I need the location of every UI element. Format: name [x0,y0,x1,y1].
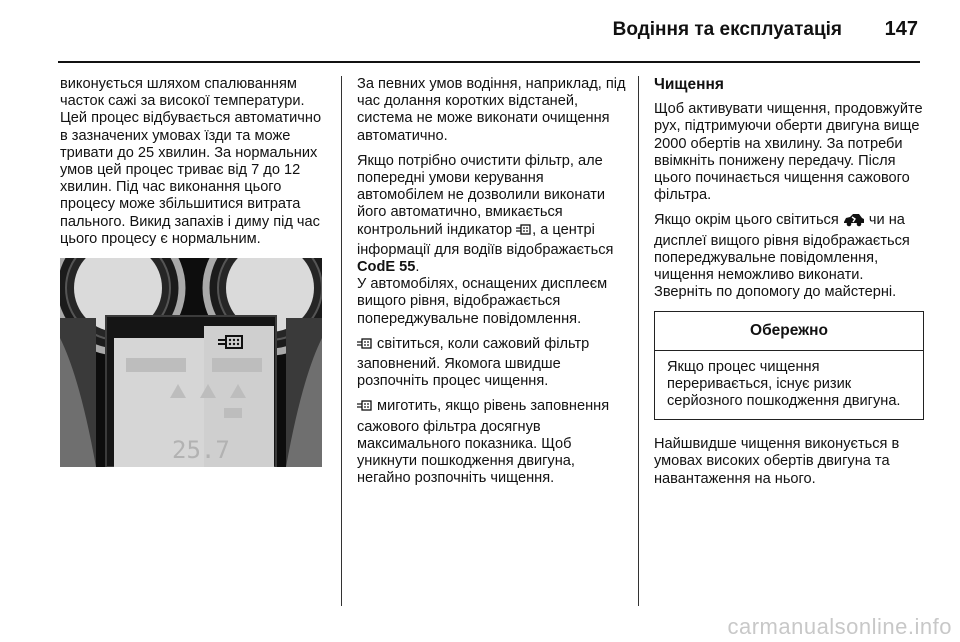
paragraph: За певних умов водіння, наприклад, під час долання коротких відстаней, система не може виконати очищення автоматично. [357,76,626,144]
odometer-readout: 25.7 [172,436,230,465]
paragraph: Якщо окрім цього світиться чи на дисплеї вищого рівня відображається попереджувальне повідомлення, чищення неможливо виконати. Зверніть по допомогу до майстерні. [654,212,910,301]
page-number: 147 [884,18,918,40]
paragraph: світиться, коли сажовий фільтр заповнений. Якомога швидше розпочніть процес чищення. [357,335,590,390]
watermark: carmanualsonline.info [727,614,952,639]
instrument-cluster-image [60,258,322,467]
paragraph: Найшвидше чищення виконується в умовах високих обертів двигуна та навантаження на нього. [654,436,900,487]
column-2 [357,76,629,495]
paragraph: Якщо потрібно очистити фільтр, але попередні умови керування автомобілем не дозволили виконати його автоматично, вмикається контрольний індикатор , а центрі інформації для водіїв відображається CodE 55. У автомобілях, оснащених дисплеєм вищого рівня, відображається попереджувальне повідомлення. [357,152,614,327]
paragraph: виконується шляхом спалюванням часток сажі за високої температури. Цей процес відбувається автоматично в зазначених умовах їзди та може тривати до 25 хвилин. За нормальних умов цей процес триває від 7 до 12 хвилин. Під час виконання цього процесу може збільшитися витрата пального. Викид запахів і диму під час цього процесу є нормальним. [60,76,322,247]
header-divider [58,61,920,63]
diesel-particulate-filter-icon [516,223,532,242]
column-divider-1 [341,76,342,606]
section-title: Водіння та експлуатація [612,19,842,40]
paragraph: миготить, якщо рівень заповнення сажового фільтра досягнув максимального показника. Щоб уникнути пошкодження двигуна, негайно розпочніть чищення. [357,398,610,487]
paragraph: Щоб активувати чищення, продовжуйте рух, підтримуючи оберти двигуна вище 2000 обертів на хвилину. За потреби ввімкніть понижену передачу. Після цього починається чищення сажового фільтра. [654,101,923,204]
error-code: CodE 55 [357,259,416,276]
warning-title: Обережно [655,312,923,350]
page-header [0,0,960,60]
warning-box [654,311,924,420]
car-service-icon [843,213,865,232]
instrument-cluster-figure [60,258,322,467]
diesel-particulate-filter-icon [357,399,373,418]
column-1 [60,76,332,467]
section-heading: Чищення [654,76,724,93]
warning-body: Якщо процес чищення переривається, існує ризик серйозного пошкодження двигуна. [667,358,901,410]
column-divider-2 [638,76,639,606]
diesel-particulate-filter-icon [357,337,373,356]
column-3 [654,76,924,496]
